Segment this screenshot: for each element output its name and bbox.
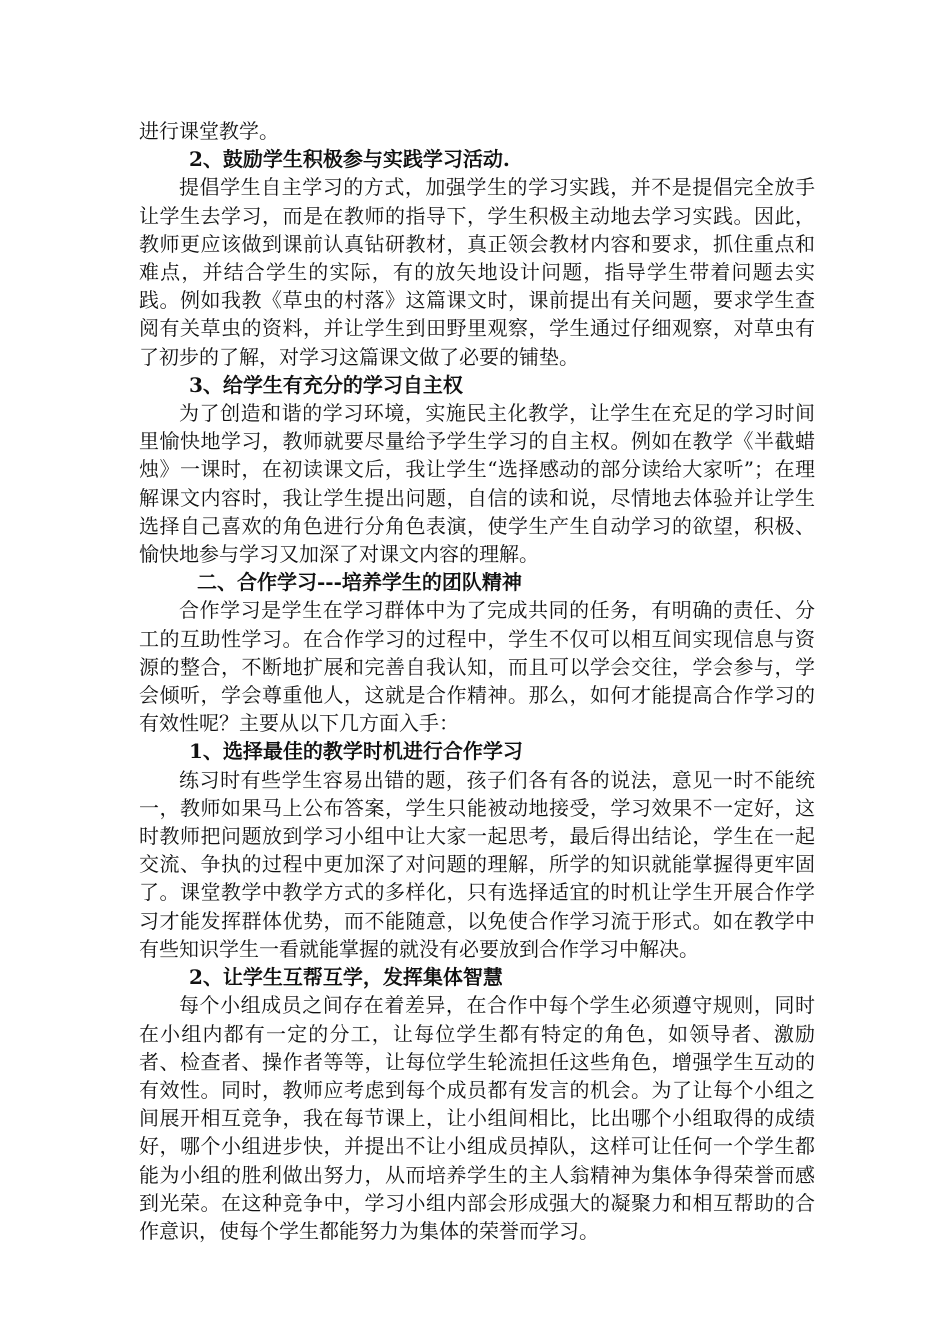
paragraph-mutual-help: 每个小组成员之间存在着差异，在合作中每个学生必须遵守规则，同时在小组内都有一定的分工，让每位学生都有特定的角色，如领导者、激励者、检查者、操作者等等，让每位学生轮流担任这些角色，增强学生互动的有效性。同时，教师应考虑到每个成员都有发言的机会。为了让每个小组之间展开相互竞争，我在每节课上，让小组间相比，比出哪个小组取得的成绩好，哪个小组进步快，并提出不让小组成员掉队，这样可让任何一个学生都能为小组的胜利做出努力，从而培养学生的主人翁精神为集体争得荣誉而感到光荣。在这种竞争中，学习小组内部会形成强大的凝聚力和相互帮助的合作意识，使每个学生都能努力为集体的荣誉而学习。 [139,993,815,1243]
section-heading-autonomy: 3、给学生有充分的学习自主权 [189,372,463,397]
paragraph-practice: 提倡学生自主学习的方式，加强学生的学习实践，并不是提倡完全放手让学生去学习，而是在教师的指导下，学生积极主动地去学习实践。因此，教师更应该做到课前认真钻研教材，真正领会教材内容和要求，抓住重点和难点，并结合学生的实际，有的放矢地设计问题，指导学生带着问题去实践。例如我教《草虫的村落》这篇课文时，课前提出有关问题，要求学生查阅有关草虫的资料，并让学生到田野里观察，学生通过仔细观察，对草虫有了初步的了解，对学习这篇课文做了必要的铺垫。 [139,175,815,369]
paragraph-timing: 练习时有些学生容易出错的题，孩子们各有各的说法，意见一时不能统一，教师如果马上公布答案，学生只能被动地接受，学习效果不一定好，这时教师把问题放到学习小组中让大家一起思考，最后得出结论，学生在一起交流、争执的过程中更加深了对问题的理解，所学的知识就能掌握得更牢固了。课堂教学中教学方式的多样化，只有选择适宜的时机让学生开展合作学习才能发挥群体优势，而不能随意，以免使合作学习流于形式。如在教学中有些知识学生一看就能掌握的就没有必要放到合作学习中解决。 [139,767,815,961]
paragraph-autonomy: 为了创造和谐的学习环境，实施民主化教学，让学生在充足的学习时间里愉快地学习，教师就要尽量给予学生学习的自主权。例如在教学《半截蜡烛》一课时，在初读课文后，我让学生“选择感动的部分读给大家听”；在理解课文内容时，我让学生提出问题，自信的读和说，尽情地去体验并让学生选择自己喜欢的角色进行分角色表演，使学生产生自动学习的欲望，积极、愉快地参与学习又加深了对课文内容的理解。 [139,401,815,567]
section-heading-mutual-help: 2、让学生互帮互学，发挥集体智慧 [189,965,503,990]
paragraph-intro-end: 进行课堂教学。 [139,119,279,143]
document-body [139,117,815,1245]
paragraph-cooperative-intro: 合作学习是学生在学习群体中为了完成共同的任务，有明确的责任、分工的互助性学习。在合作学习的过程中，学生不仅可以相互间实现信息与资源的整合，不断地扩展和完善自我认知，而且可以学会交往，学会参与，学会倾听，学会尊重他人，这就是合作精神。那么，如何才能提高合作学习的有效性呢？主要从以下几方面入手： [139,598,815,736]
section-heading-encourage-practice: 2、鼓励学生积极参与实践学习活动. [189,147,510,172]
section-heading-timing: 1、选择最佳的教学时机进行合作学习 [189,739,523,764]
section-heading-cooperative-learning: 二、合作学习---培养学生的团队精神 [197,570,522,595]
